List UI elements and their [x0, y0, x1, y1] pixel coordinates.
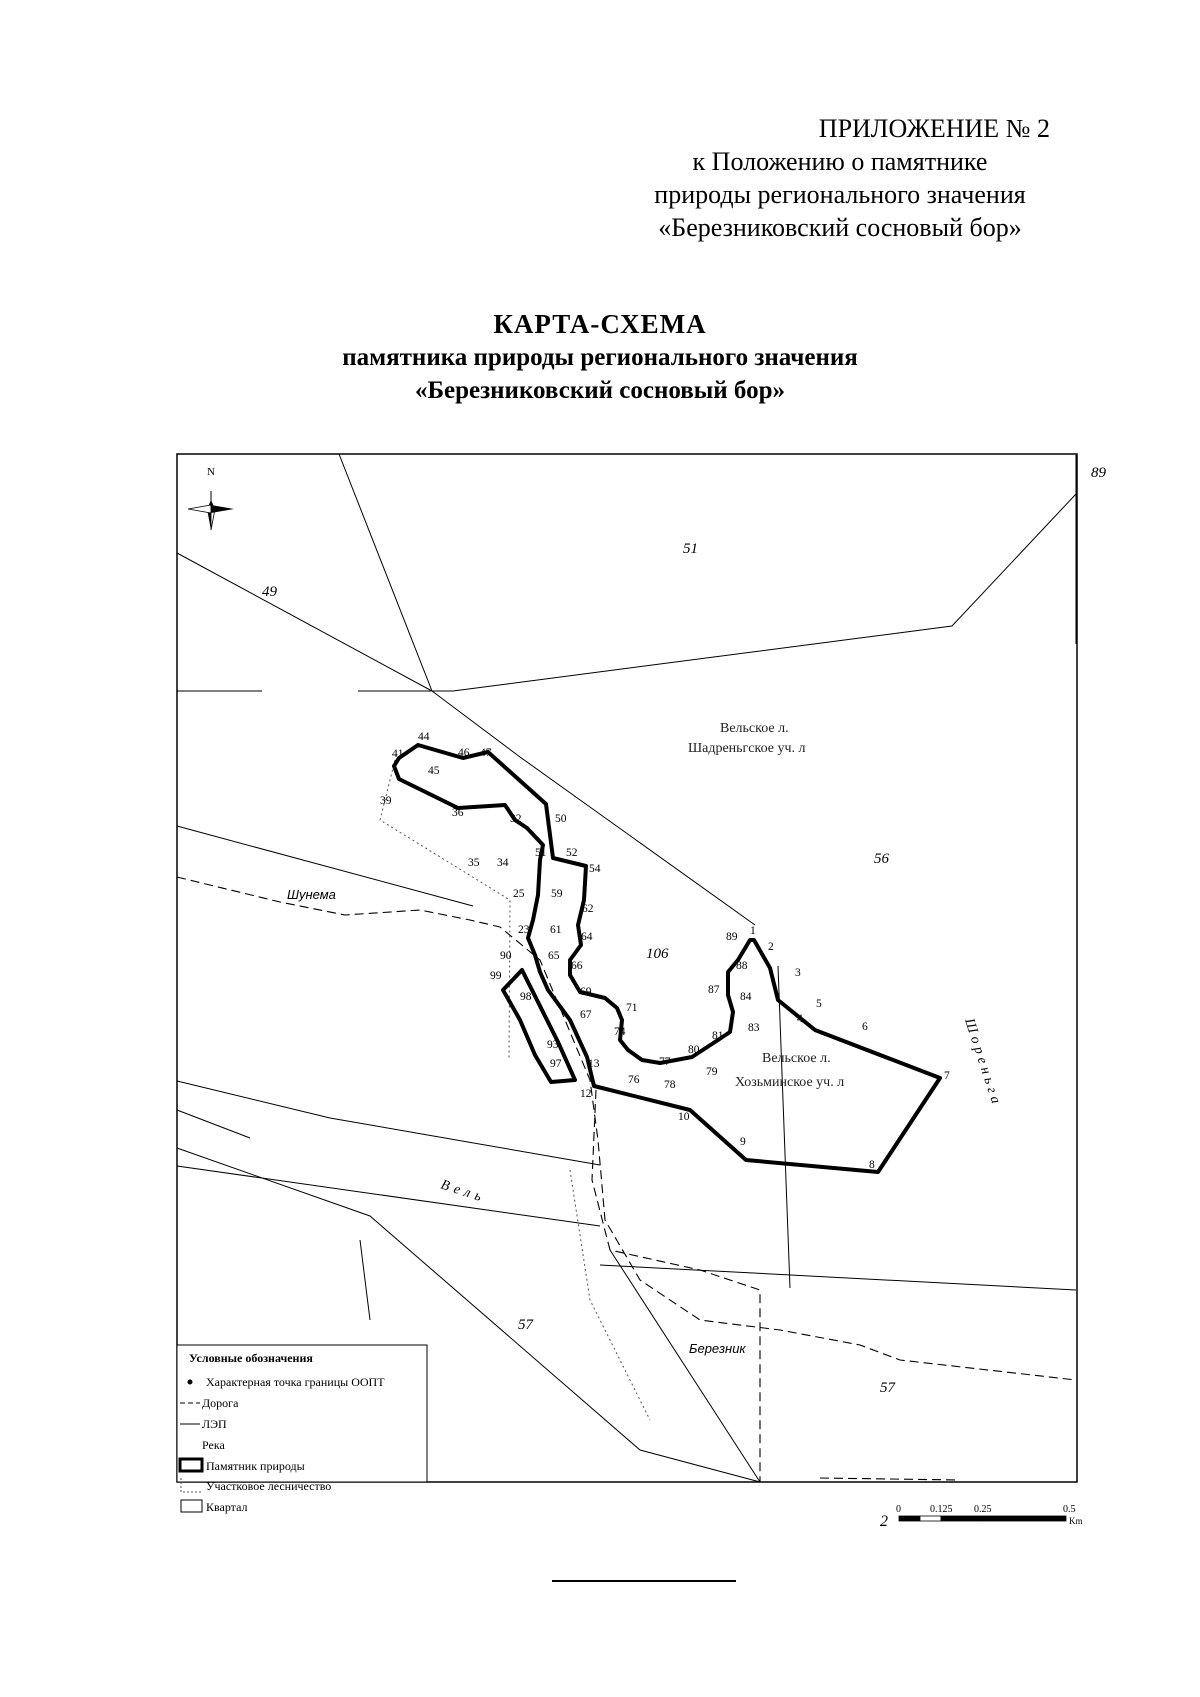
boundary-point-label: 98 — [520, 991, 532, 1003]
quarter-label: 51 — [683, 541, 698, 557]
legend-item: ЛЭП — [202, 1417, 227, 1431]
boundary-point-label: 67 — [580, 1009, 592, 1021]
boundary-point-label: 45 — [428, 765, 440, 777]
quarter-label: 56 — [874, 851, 889, 867]
boundary-point-label: 32 — [510, 813, 522, 825]
boundary-point-label: 66 — [571, 960, 583, 972]
boundary-point-label: 50 — [555, 813, 567, 825]
legend-item: Дорога — [202, 1396, 239, 1410]
quarter-label: 106 — [646, 946, 669, 962]
quarter-label: 89 — [1091, 465, 1106, 481]
district-label: Шадреньгское уч. л — [688, 741, 806, 756]
map-subtitle: памятника природы регионального значения — [342, 344, 858, 371]
river-label-vel: Вель — [438, 1177, 489, 1207]
boundary-point-label: 6 — [862, 1021, 868, 1033]
appendix-header — [580, 112, 1100, 244]
boundary-point-label: 79 — [706, 1066, 718, 1078]
boundary-point-label: 88 — [736, 960, 748, 972]
boundary-point-label: 4 — [797, 1013, 803, 1025]
boundary-point-label: 78 — [664, 1079, 676, 1091]
boundary-point-label: 10 — [678, 1111, 690, 1123]
boundary-point-label: 87 — [708, 984, 720, 996]
boundary-point-label: 12 — [580, 1088, 592, 1100]
map-title: КАРТА-СХЕМА — [493, 309, 707, 339]
boundary-point-label: 90 — [500, 950, 512, 962]
river-label-shorenga: Шореньга — [961, 1016, 1005, 1110]
place-label-berez: Березник — [689, 1341, 746, 1356]
legend-item: Квартал — [206, 1500, 248, 1514]
boundary-point-label: 69 — [580, 986, 592, 998]
district-label: Вельское л. — [720, 721, 789, 736]
boundary-point-label: 46 — [458, 747, 470, 759]
scale-big-label: 2 — [880, 1513, 888, 1530]
legend-point-icon — [188, 1380, 193, 1385]
boundary-point-label: 36 — [452, 807, 464, 819]
legend-item: Памятник природы — [206, 1459, 305, 1473]
boundary-point-label: 34 — [497, 857, 509, 869]
north-label: N — [207, 466, 215, 478]
boundary-point-label: 61 — [550, 924, 562, 936]
bottom-rule — [552, 1580, 736, 1582]
boundary-point-label: 84 — [740, 991, 752, 1003]
boundary-point-label: 65 — [548, 950, 560, 962]
scale-tick: 0 — [896, 1504, 901, 1515]
scale-unit: Km — [1069, 1516, 1083, 1526]
legend-quarter-icon — [181, 1500, 202, 1512]
boundary-point-label: 5 — [816, 998, 822, 1010]
map-title-block — [180, 307, 1020, 407]
legend-title: Условные обозначения — [189, 1351, 313, 1365]
boundary-point-label: 80 — [688, 1044, 700, 1056]
legend-item: Река — [202, 1438, 225, 1452]
boundary-point-label: 39 — [380, 795, 392, 807]
boundary-point-label: 52 — [566, 847, 578, 859]
boundary-point-label: 47 — [480, 747, 492, 759]
boundary-point-label: 74 — [614, 1026, 626, 1038]
legend — [177, 1345, 427, 1514]
scale-bar — [880, 1504, 1083, 1530]
legend-item: Характерная точка границы ООПТ — [206, 1375, 385, 1389]
boundary-point-label: 77 — [659, 1056, 671, 1068]
boundary-point-label: 13 — [588, 1058, 600, 1070]
boundary-point-label: 25 — [513, 888, 525, 900]
appendix-line-2: к Положению о памятнике — [692, 147, 988, 176]
district-label: Вельское л. — [762, 1051, 831, 1066]
map-frame — [177, 454, 1077, 1482]
quarter-label: 57 — [518, 1317, 533, 1333]
quarter-label: 57 — [880, 1380, 895, 1396]
boundary-point-label: 1 — [750, 925, 756, 937]
boundary-point-label: 8 — [869, 1159, 875, 1171]
scheme-map — [176, 453, 1106, 1530]
boundary-point-label: 2 — [768, 941, 774, 953]
district-label: Хозьминское уч. л — [735, 1075, 845, 1090]
boundary-point-label: 89 — [726, 931, 738, 943]
boundary-point-label: 59 — [551, 888, 563, 900]
scale-tick: 0.25 — [974, 1504, 992, 1515]
boundary-point-label: 62 — [582, 903, 594, 915]
appendix-number: ПРИЛОЖЕНИЕ № 2 — [818, 114, 1050, 143]
boundary-point-label: 41 — [392, 748, 404, 760]
boundary-point-label: 44 — [418, 731, 430, 743]
legend-item: Участковое лесничество — [206, 1479, 332, 1493]
boundary-point-label: 97 — [550, 1058, 562, 1070]
boundary-point-label: 71 — [626, 1002, 638, 1014]
boundary-point-label: 35 — [468, 857, 480, 869]
boundary-point-label: 9 — [740, 1136, 746, 1148]
boundary-point-label: 81 — [712, 1030, 724, 1042]
scale-tick: 0.125 — [930, 1504, 953, 1515]
quarter-label: 49 — [262, 584, 277, 600]
boundary-point-label: 3 — [795, 967, 801, 979]
boundary-point-label: 54 — [589, 863, 601, 875]
boundary-point-label: 23 — [518, 924, 530, 936]
scale-tick: 0.5 — [1063, 1504, 1076, 1515]
place-label-shunema: Шунема — [287, 887, 336, 902]
appendix-line-4: «Березниковский сосновый бор» — [658, 213, 1022, 242]
boundary-point-label: 51 — [535, 847, 547, 859]
boundary-point-label: 99 — [490, 970, 502, 982]
appendix-line-3: природы регионального значения — [654, 180, 1026, 209]
map-subtitle-name: «Березниковский сосновый бор» — [414, 377, 786, 404]
boundary-point-label: 7 — [944, 1070, 950, 1082]
boundary-point-label: 64 — [581, 931, 593, 943]
boundary-point-label: 76 — [628, 1074, 640, 1086]
boundary-point-label: 83 — [748, 1022, 760, 1034]
boundary-point-label: 93 — [547, 1039, 559, 1051]
